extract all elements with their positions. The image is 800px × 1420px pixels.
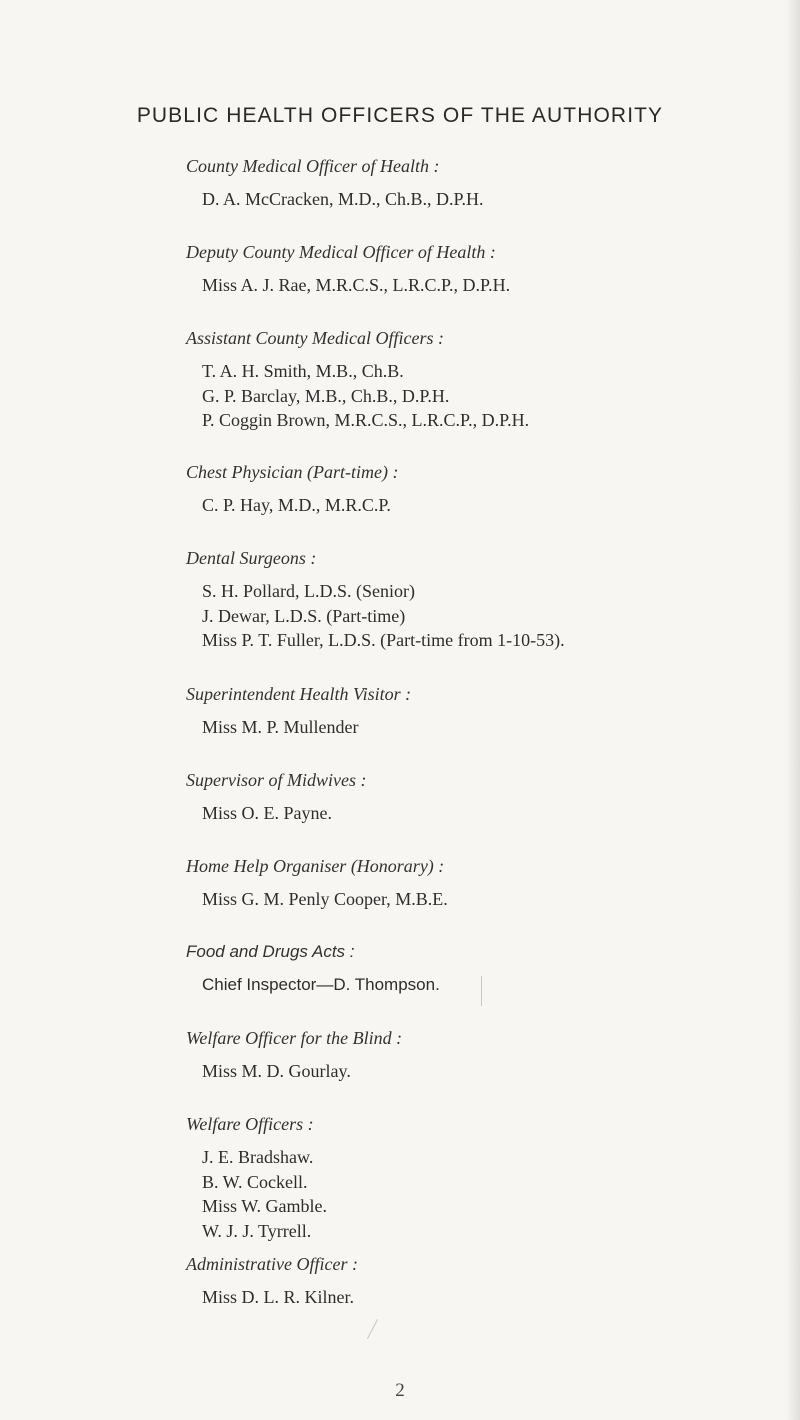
- officer-entry: Chief Inspector—D. Thompson.: [202, 975, 440, 994]
- officer-entry: D. A. McCracken, M.D., Ch.B., D.P.H.: [202, 189, 484, 209]
- section-heading: Food and Drugs Acts :: [186, 942, 355, 961]
- officer-entry: Miss O. E. Payne.: [202, 803, 332, 823]
- officer-entry: W. J. J. Tyrrell.: [202, 1220, 312, 1241]
- section-heading: Deputy County Medical Officer of Health :: [186, 242, 496, 262]
- section-heading: Administrative Officer :: [186, 1254, 358, 1274]
- section-superintendent-health-visitor: [186, 682, 411, 740]
- page-title: PUBLIC HEALTH OFFICERS OF THE AUTHORITY: [136, 104, 664, 127]
- officer-entry: B. W. Cockell.: [202, 1171, 308, 1192]
- officer-entry: Miss D. L. R. Kilner.: [202, 1287, 355, 1307]
- section-heading: Welfare Officer for the Blind :: [186, 1028, 403, 1048]
- section-supervisor-of-midwives: [186, 768, 366, 826]
- officer-entry: Miss A. J. Rae, M.R.C.S., L.R.C.P., D.P.H.: [202, 275, 511, 295]
- section-heading: Welfare Officers :: [186, 1114, 314, 1134]
- section-administrative-officer: [186, 1252, 358, 1310]
- scan-mark-line: [481, 976, 482, 1006]
- officer-entry: J. E. Bradshaw.: [202, 1147, 314, 1167]
- section-county-medical-officer: [186, 154, 484, 212]
- section-chest-physician: [186, 460, 398, 518]
- section-heading: Dental Surgeons :: [186, 548, 317, 568]
- officer-entry: Miss M. D. Gourlay.: [202, 1061, 351, 1081]
- section-heading: Assistant County Medical Officers :: [186, 328, 444, 348]
- officer-entry: Miss P. T. Fuller, L.D.S. (Part-time from 1-10-53).: [202, 630, 565, 650]
- officer-entry: J. Dewar, L.D.S. (Part-time): [202, 605, 406, 626]
- section-heading: Superintendent Health Visitor :: [186, 684, 412, 704]
- officer-entry: Miss W. Gamble.: [202, 1196, 328, 1216]
- officer-entry: T. A. H. Smith, M.B., Ch.B.: [202, 361, 404, 381]
- officer-entry: C. P. Hay, M.D., M.R.C.P.: [202, 495, 391, 515]
- section-heading: County Medical Officer of Health :: [186, 156, 440, 176]
- section-welfare-officers: [186, 1112, 327, 1243]
- section-heading: Home Help Organiser (Honorary) :: [186, 856, 445, 876]
- page-number: 2: [395, 1380, 405, 1401]
- section-heading: Supervisor of Midwives :: [186, 770, 367, 790]
- officer-entry: Miss G. M. Penly Cooper, M.B.E.: [202, 889, 448, 909]
- officer-entry: G. P. Barclay, M.B., Ch.B., D.P.H.: [202, 385, 450, 406]
- section-dental-surgeons: [186, 546, 565, 653]
- section-home-help-organiser: [186, 854, 448, 912]
- section-deputy-county-medical-officer: [186, 240, 510, 298]
- section-food-and-drugs-acts: [186, 940, 440, 998]
- page-edge-shadow: [786, 0, 800, 1420]
- officer-entry: P. Coggin Brown, M.R.C.S., L.R.C.P., D.P.H.: [202, 410, 530, 430]
- scan-mark-stroke: [367, 1319, 378, 1339]
- section-heading: Chest Physician (Part-time) :: [186, 462, 399, 482]
- section-assistant-county-medical-officers: [186, 326, 529, 433]
- officer-entry: S. H. Pollard, L.D.S. (Senior): [202, 581, 415, 601]
- officer-entry: Miss M. P. Mullender: [202, 717, 359, 737]
- section-welfare-officer-for-the-blind: [186, 1026, 402, 1084]
